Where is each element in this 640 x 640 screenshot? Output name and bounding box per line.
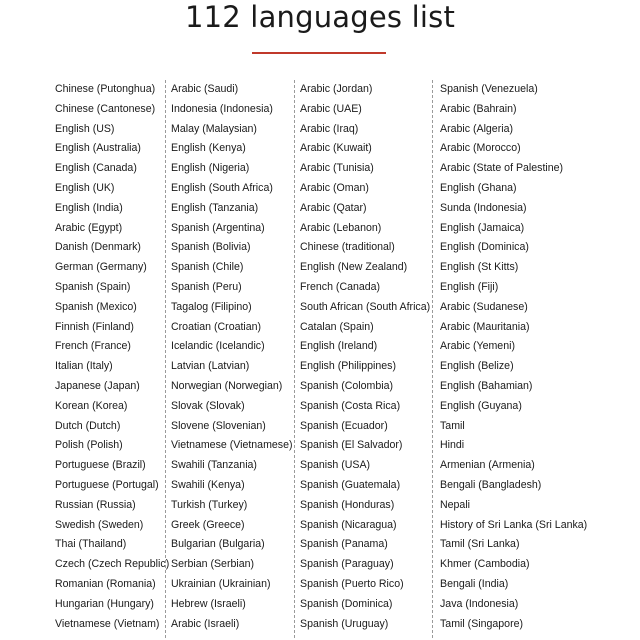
language-item: English (Dominica) bbox=[440, 241, 529, 254]
language-item: Dutch (Dutch) bbox=[55, 419, 121, 432]
column-separator bbox=[294, 80, 295, 638]
language-item: Japanese (Japan) bbox=[55, 379, 140, 392]
column-separator bbox=[165, 80, 166, 638]
language-item: Turkish (Turkey) bbox=[171, 498, 248, 511]
language-item: Spanish (Ecuador) bbox=[300, 419, 388, 432]
language-item: Italian (Italy) bbox=[55, 360, 113, 373]
language-item: French (France) bbox=[55, 340, 131, 353]
language-item: Arabic (Saudi) bbox=[171, 83, 239, 95]
language-item: Vietnamese (Vietnamese) bbox=[171, 439, 293, 452]
language-item: Indonesia (Indonesia) bbox=[171, 102, 273, 115]
language-item: Spanish (Puerto Rico) bbox=[300, 577, 404, 590]
language-item: Bulgarian (Bulgaria) bbox=[171, 538, 265, 551]
language-item: English (UK) bbox=[55, 181, 115, 194]
language-item: English (Bahamian) bbox=[440, 379, 533, 392]
language-item: Nepali bbox=[440, 498, 471, 511]
language-item: Chinese (Putonghua) bbox=[55, 83, 156, 95]
language-item: English (India) bbox=[55, 201, 123, 214]
language-item: English (Philippines) bbox=[300, 360, 396, 373]
language-item: Spanish (Uruguay) bbox=[300, 617, 389, 630]
language-item: Spanish (Guatemala) bbox=[300, 478, 401, 491]
language-item: Sunda (Indonesia) bbox=[440, 201, 527, 214]
language-item: Arabic (Kuwait) bbox=[300, 142, 372, 155]
language-item: English (Guyana) bbox=[440, 399, 522, 412]
language-item: English (US) bbox=[55, 122, 115, 135]
language-item: Arabic (Yemeni) bbox=[440, 340, 515, 353]
language-item: Swahili (Tanzania) bbox=[171, 459, 257, 472]
language-item: Arabic (Egypt) bbox=[55, 221, 123, 234]
language-item: Armenian (Armenia) bbox=[440, 459, 535, 472]
language-item: Slovak (Slovak) bbox=[171, 399, 245, 412]
language-item: Spanish (Argentina) bbox=[171, 221, 265, 234]
language-item: Czech (Czech Republic) bbox=[55, 558, 170, 571]
language-item: Icelandic (Icelandic) bbox=[171, 340, 265, 353]
language-item: English (Fiji) bbox=[440, 280, 499, 293]
language-item: Chinese (traditional) bbox=[300, 241, 395, 254]
language-item: Arabic (Jordan) bbox=[300, 83, 373, 95]
language-item: Spanish (Mexico) bbox=[55, 300, 137, 313]
column-separator bbox=[432, 80, 433, 638]
language-item: Arabic (Algeria) bbox=[440, 122, 514, 135]
language-item: Spanish (Peru) bbox=[171, 280, 242, 293]
language-item: Croatian (Croatian) bbox=[171, 320, 262, 333]
language-item: Arabic (State of Palestine) bbox=[440, 162, 564, 175]
language-item: Hindi bbox=[440, 439, 465, 452]
language-item: Khmer (Cambodia) bbox=[440, 558, 530, 571]
language-item: Bengali (Bangladesh) bbox=[440, 478, 542, 491]
language-item: Bengali (India) bbox=[440, 577, 509, 590]
language-item: Swahili (Kenya) bbox=[171, 478, 245, 491]
language-column-3 bbox=[300, 80, 431, 640]
language-item: Romanian (Romania) bbox=[55, 577, 156, 590]
language-item: Spanish (Nicaragua) bbox=[300, 518, 397, 531]
language-item: English (Ireland) bbox=[300, 340, 378, 353]
language-item: Tagalog (Filipino) bbox=[171, 300, 252, 313]
language-item: Arabic (Bahrain) bbox=[440, 102, 517, 115]
language-item: Spanish (Spain) bbox=[55, 280, 131, 293]
language-item: Spanish (Chile) bbox=[171, 261, 244, 274]
language-item: Chinese (Cantonese) bbox=[55, 102, 156, 115]
language-item: Portuguese (Portugal) bbox=[55, 478, 159, 491]
language-item: Polish (Polish) bbox=[55, 439, 123, 452]
language-item: Serbian (Serbian) bbox=[171, 558, 255, 571]
language-item: English (Australia) bbox=[55, 142, 141, 155]
language-item: Arabic (Morocco) bbox=[440, 142, 521, 155]
language-item: Spanish (El Salvador) bbox=[300, 439, 403, 452]
language-item: Arabic (Iraq) bbox=[300, 122, 359, 135]
language-item: Vietnamese (Vietnam) bbox=[55, 617, 160, 630]
language-item: Spanish (Venezuela) bbox=[440, 83, 538, 95]
language-item: Latvian (Latvian) bbox=[171, 360, 250, 373]
language-item: Spanish (Bolivia) bbox=[171, 241, 251, 254]
language-item: Hungarian (Hungary) bbox=[55, 597, 154, 610]
language-item: Thai (Thailand) bbox=[55, 538, 127, 551]
language-item: English (Tanzania) bbox=[171, 201, 259, 214]
language-item: Russian (Russia) bbox=[55, 498, 136, 511]
language-item: Spanish (Paraguay) bbox=[300, 558, 394, 571]
language-item: Greek (Greece) bbox=[171, 518, 245, 531]
language-item: Malay (Malaysian) bbox=[171, 122, 257, 135]
language-item: French (Canada) bbox=[300, 280, 381, 293]
language-item: English (Canada) bbox=[55, 162, 137, 175]
language-item: Danish (Denmark) bbox=[55, 241, 141, 254]
language-item: English (St Kitts) bbox=[440, 261, 519, 274]
language-column-1 bbox=[55, 80, 170, 640]
language-item: English (Jamaica) bbox=[440, 221, 525, 234]
page-title: 112 languages list bbox=[184, 0, 456, 34]
language-item: English (Ghana) bbox=[440, 181, 517, 194]
languages-columns bbox=[0, 80, 640, 640]
language-item: Spanish (USA) bbox=[300, 459, 371, 472]
language-item: Catalan (Spain) bbox=[300, 320, 374, 333]
language-item: Ukrainian (Ukrainian) bbox=[171, 577, 271, 590]
language-item: Portuguese (Brazil) bbox=[55, 459, 146, 472]
language-item: Tamil (Singapore) bbox=[440, 617, 524, 630]
language-item: Korean (Korea) bbox=[55, 399, 128, 412]
language-item: Spanish (Costa Rica) bbox=[300, 399, 401, 412]
language-item: History of Sri Lanka (Sri Lanka) bbox=[440, 518, 588, 531]
language-item: Arabic (Israeli) bbox=[171, 617, 240, 630]
language-item: Spanish (Panama) bbox=[300, 538, 388, 551]
language-item: Spanish (Honduras) bbox=[300, 498, 395, 511]
language-column-4 bbox=[440, 80, 590, 640]
language-item: Tamil (Sri Lanka) bbox=[440, 538, 520, 551]
language-item: Arabic (Lebanon) bbox=[300, 221, 382, 234]
language-item: South African (South Africa) bbox=[300, 300, 431, 313]
language-item: Spanish (Colombia) bbox=[300, 379, 394, 392]
language-item: Finnish (Finland) bbox=[55, 320, 134, 333]
language-item: Java (Indonesia) bbox=[440, 597, 519, 610]
language-column-2 bbox=[171, 80, 293, 640]
language-item: Spanish (Dominica) bbox=[300, 597, 393, 610]
language-item: Arabic (Oman) bbox=[300, 181, 369, 194]
language-item: Arabic (Qatar) bbox=[300, 201, 367, 214]
language-item: English (South Africa) bbox=[171, 181, 273, 194]
language-item: Hebrew (Israeli) bbox=[171, 597, 246, 610]
language-item: English (Nigeria) bbox=[171, 162, 250, 175]
language-item: Norwegian (Norwegian) bbox=[171, 379, 283, 392]
language-item: Tamil bbox=[440, 419, 465, 432]
language-item: German (Germany) bbox=[55, 261, 147, 274]
language-item: Arabic (Sudanese) bbox=[440, 300, 528, 313]
language-item: Arabic (Tunisia) bbox=[300, 162, 374, 175]
language-item: English (Kenya) bbox=[171, 142, 246, 155]
language-item: Arabic (UAE) bbox=[300, 102, 362, 115]
language-item: Slovene (Slovenian) bbox=[171, 419, 266, 432]
title-underline bbox=[252, 52, 386, 54]
language-item: English (Belize) bbox=[440, 360, 514, 373]
language-item: Arabic (Mauritania) bbox=[440, 320, 530, 333]
language-item: English (New Zealand) bbox=[300, 261, 408, 274]
language-item: Swedish (Sweden) bbox=[55, 518, 144, 531]
